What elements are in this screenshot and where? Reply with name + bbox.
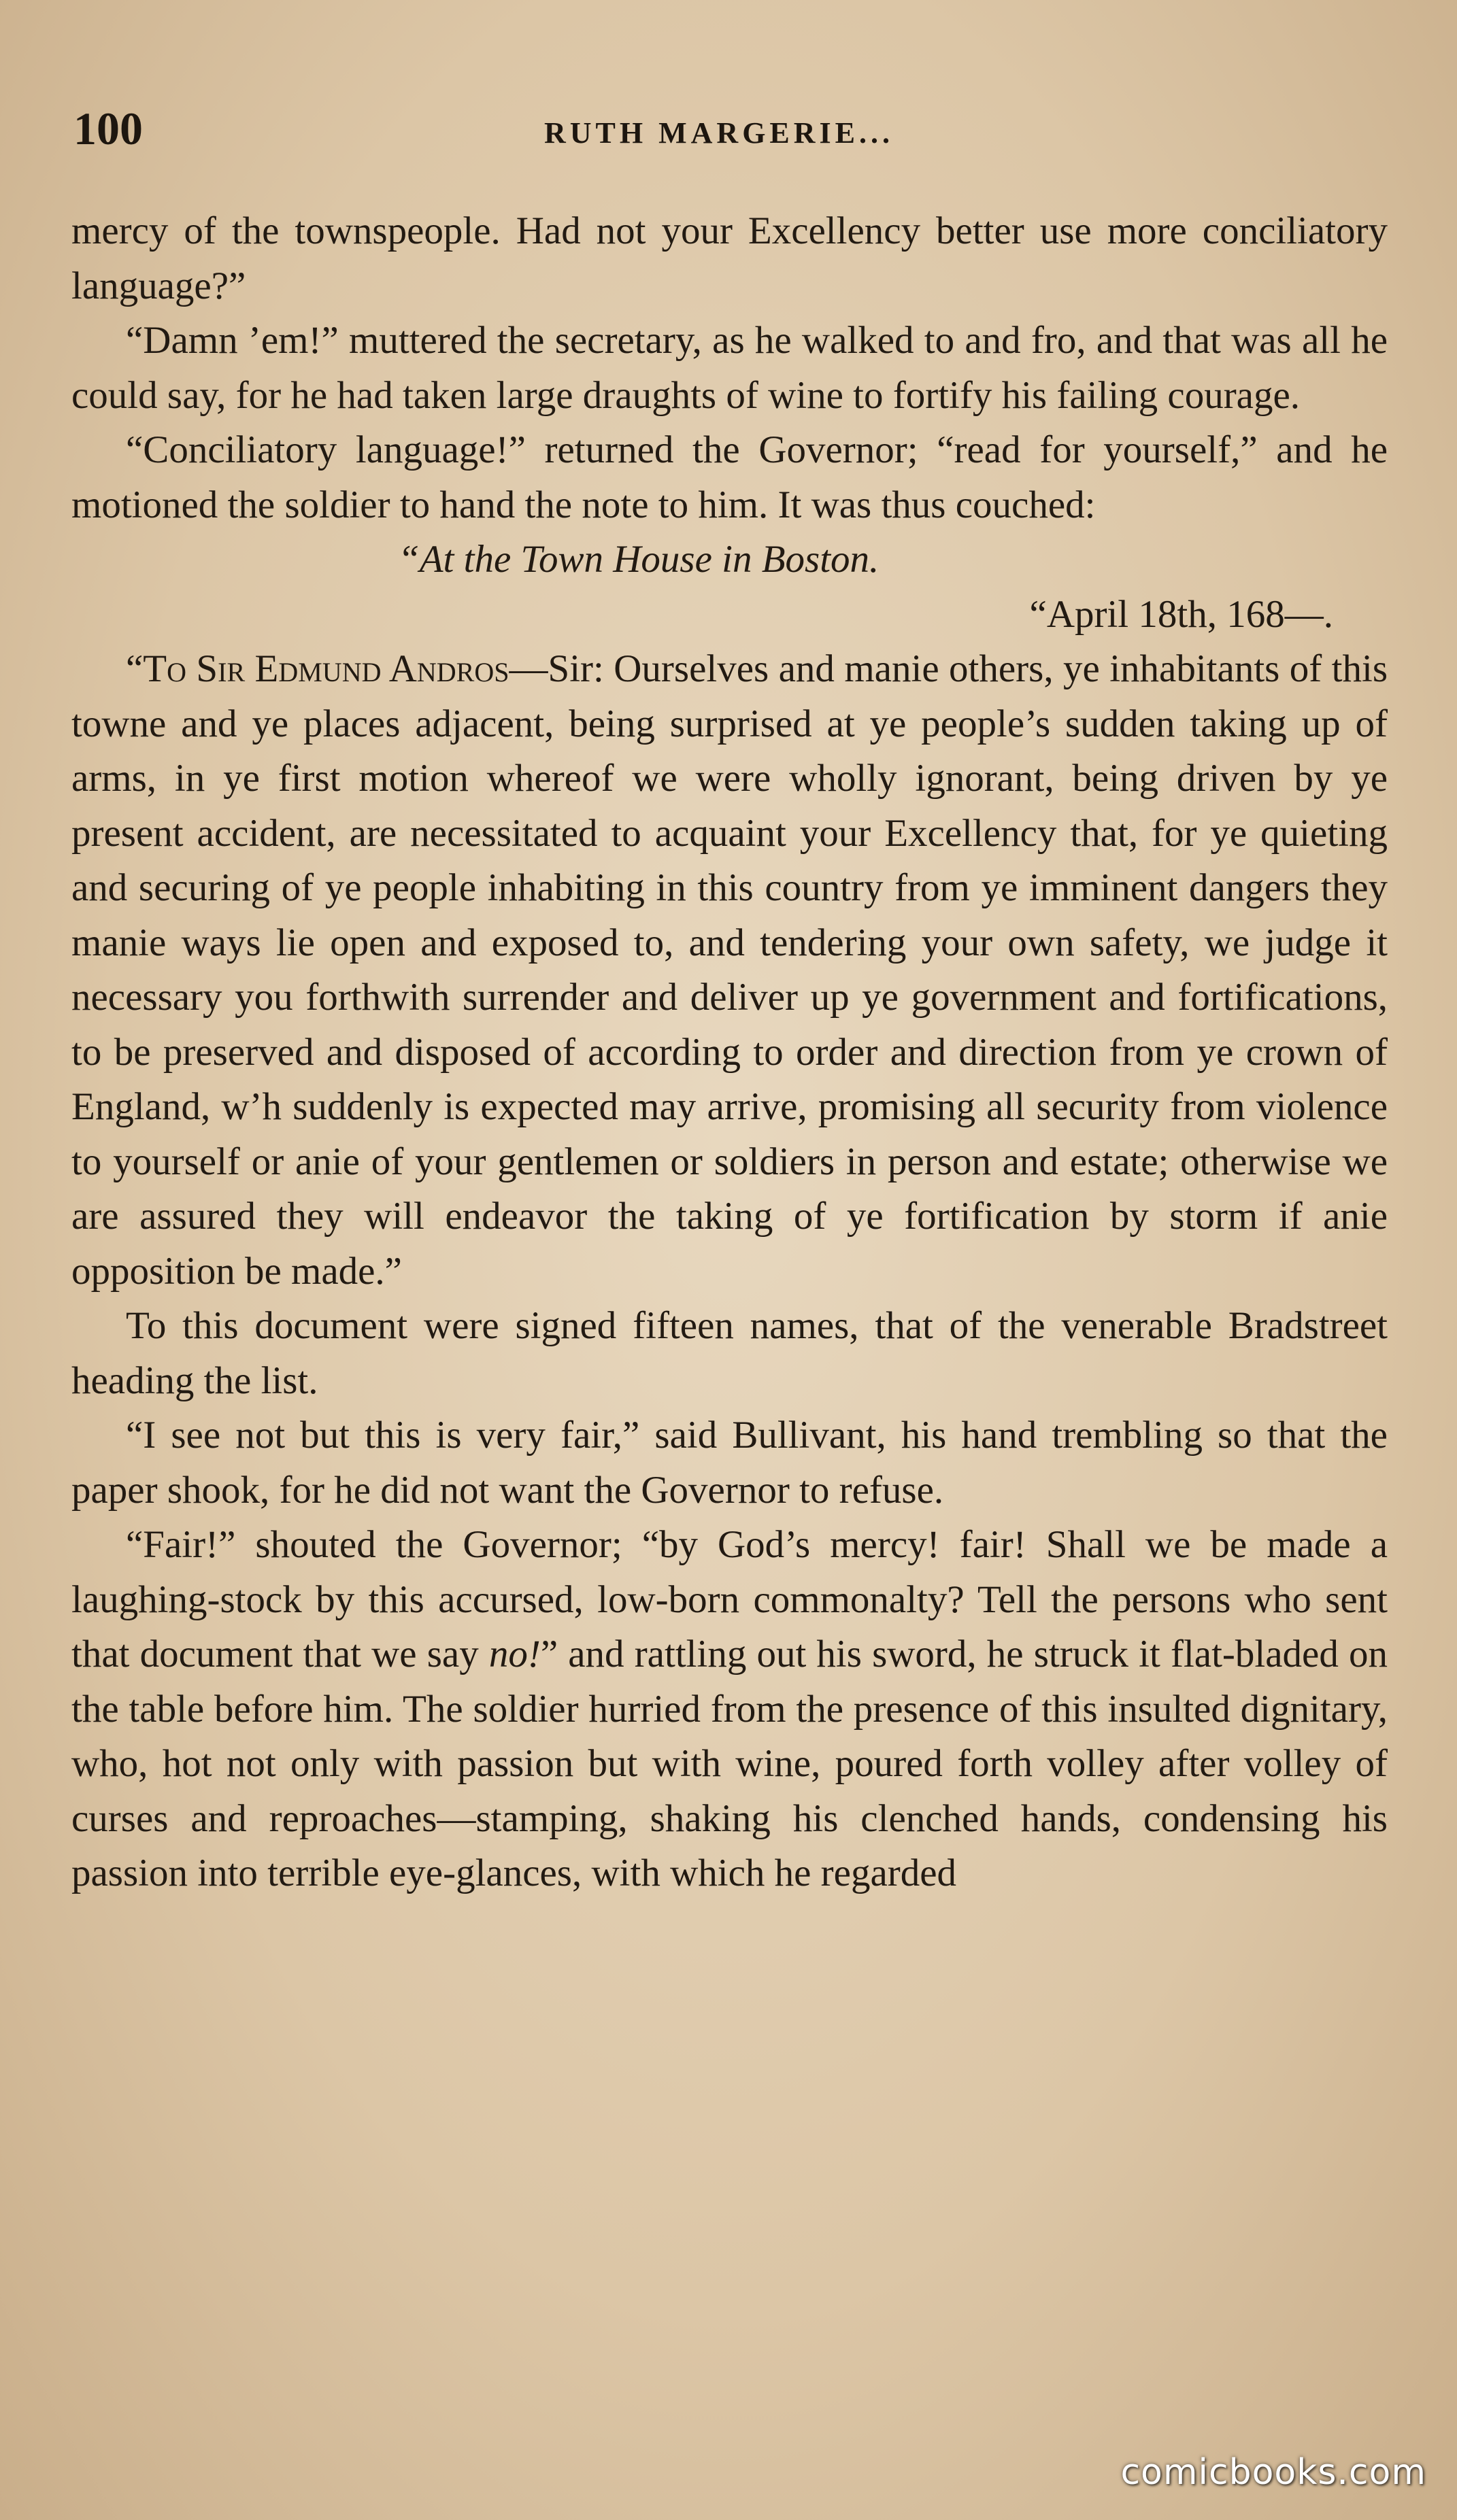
letter-dateline-date: “April 18th, 168—. <box>1029 592 1333 636</box>
paragraph-2: “Damn ’em!” muttered the secretary, as he walked to and fro, and that was all he could say, for he had taken large draughts of wine to fortify his failing courage. <box>71 319 1388 417</box>
paragraph-governor-reply <box>71 1518 1388 1901</box>
emphasis-no: no! <box>488 1633 541 1675</box>
letter-body <box>71 642 1388 1299</box>
paragraph-bullivant: “I see not but this is very fair,” said Bullivant, his hand trembling so that the paper shook, for he did not want the Governor to refuse. <box>71 1414 1388 1512</box>
page-number: 100 <box>73 103 143 154</box>
body-text <box>71 204 1388 1901</box>
paragraph-3: “Conciliatory language!” returned the Governor; “read for yourself,” and he motioned the soldier to hand the note to him. It was thus couched: <box>71 428 1388 526</box>
running-head: RUTH MARGERIE... <box>544 116 894 150</box>
letter-text: ye inhabitants of this towne and ye places adjacent, being surprised at ye people’s sudden taking up of arms, in ye first motion whereof we were wholly ignorant, being driven by ye present accident, are necessitated to acquaint your Excellency that, for ye quieting and securing of ye people inhabiting in this country from ye imminent dangers they manie ways lie open and exposed to, and tendering your own safety, we judge it necessary you forthwith surrender and deliver up ye government and fortifications, to be preserved and disposed of according to order and direction from ye crown of England, w’h suddenly is expected may arrive, promising all security from violence to yourself or anie of your gentlemen or soldiers in person and estate; otherwise we are assured they will endeavor the taking of ye fortification by storm if anie opposition be made.” <box>71 647 1388 1293</box>
paragraph-signatures: To this document were signed fifteen names, that of the venerable Bradstreet heading the list. <box>71 1304 1388 1402</box>
page-header <box>68 102 1394 163</box>
paragraph-1: mercy of the townspeople. Had not your Excellency better use more conciliatory language?” <box>71 209 1388 307</box>
letter-addressee: “To Sir Edmund Andros <box>126 647 509 690</box>
reply-text-start: “Fair!” shouted the Governor; “by God’s mercy! fair! Shall we be made a laughing-stock by this accursed, low-born commonalty? Tell the persons who sent that document that we say <box>71 1523 1388 1675</box>
watermark: comicbooks.com <box>1120 2452 1426 2493</box>
letter-salutation: —Sir: Ourselves and manie others, <box>509 647 1063 690</box>
reply-text-end: ” and rattling out his sword, he struck it flat-bladed on the table before him. The soldier hurried from the presence of this insulted dignitary, who, hot not only with passion but with wine, poured forth volley after volley of curses and reproaches—stamping, shaking his clenched hands, condensing his passion into terrible eye-glances, with which he regarded <box>71 1633 1388 1894</box>
letter-dateline-place: “At the Town House in Boston. <box>398 538 880 581</box>
